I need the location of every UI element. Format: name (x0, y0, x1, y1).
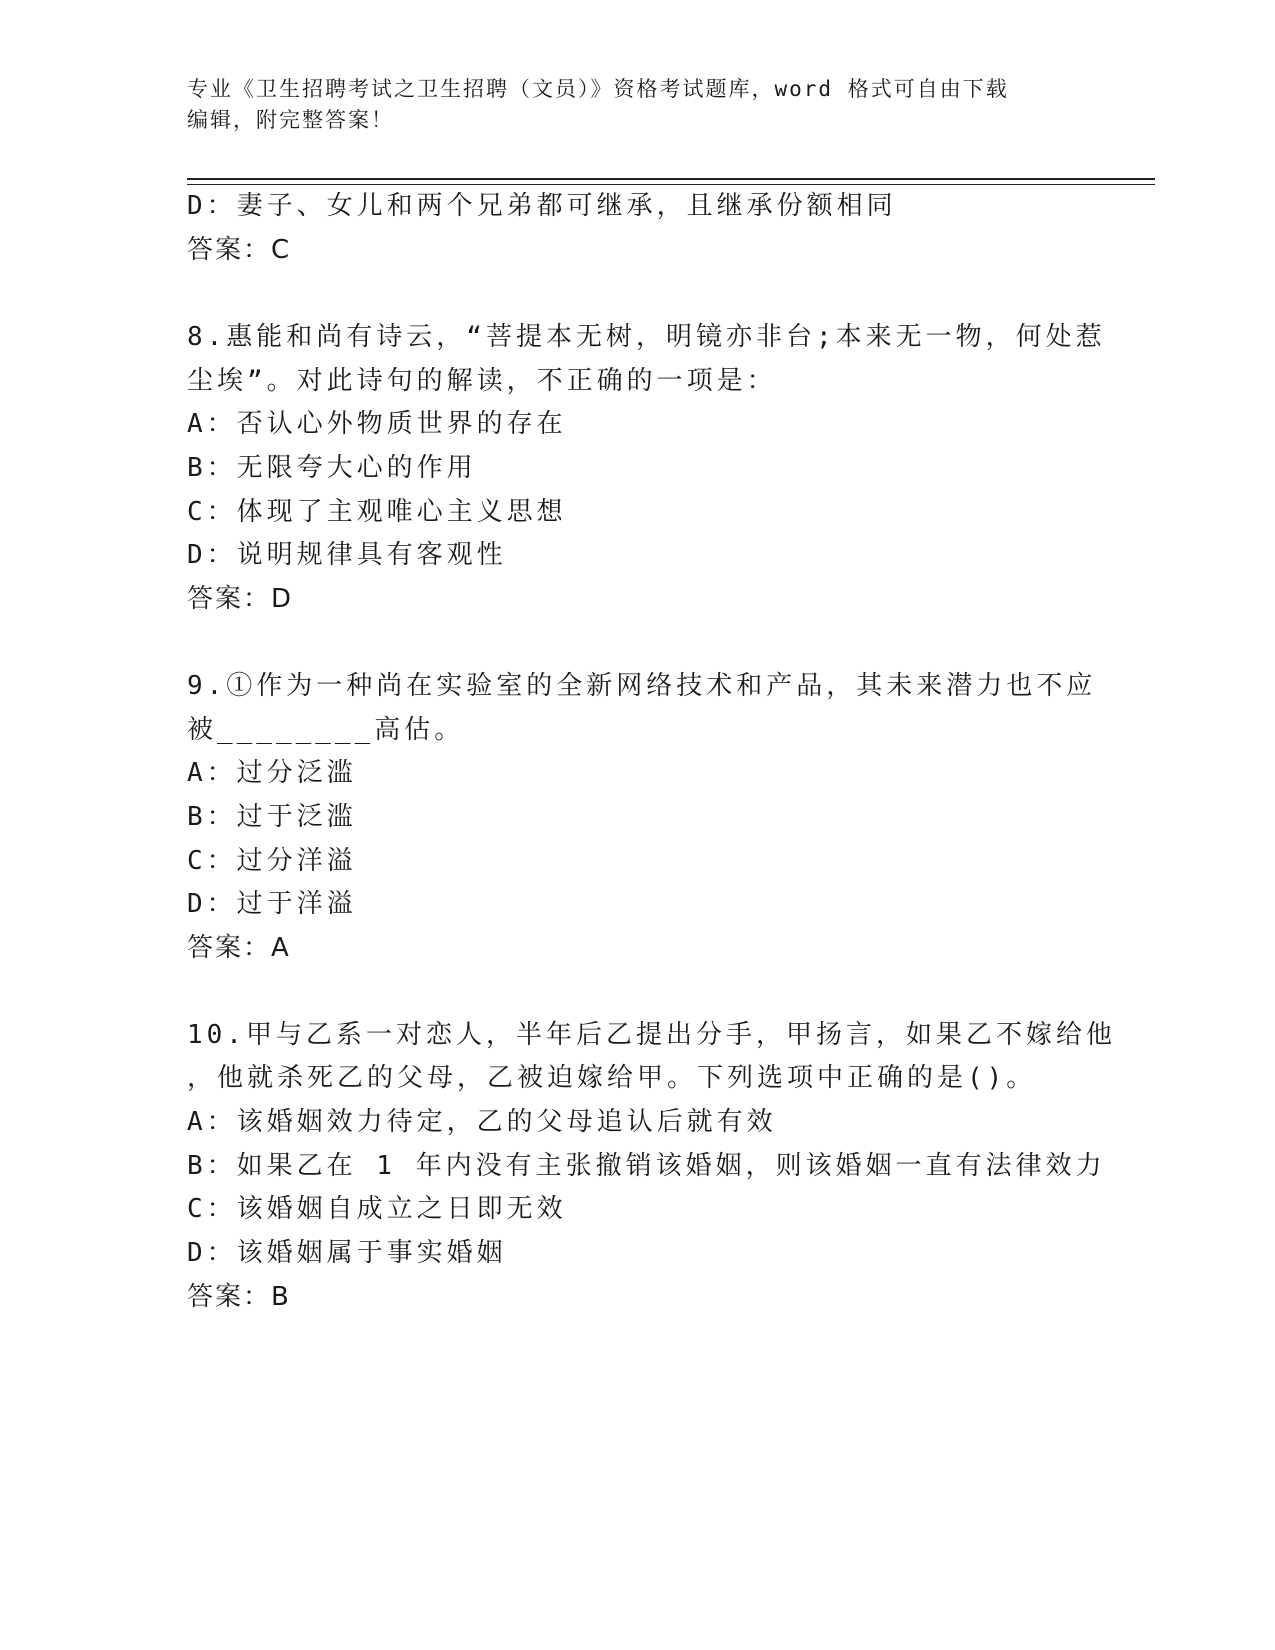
q10-option-b: B：如果乙在 1 年内没有主张撤销该婚姻，则该婚姻一直有法律效力 (187, 1151, 1106, 1181)
q10-option-a: A：该婚姻效力待定，乙的父母追认后就有效 (187, 1107, 777, 1137)
q9-stem-line-1: 9.①作为一种尚在实验室的全新网络技术和产品，其未来潜力也不应 (187, 671, 1097, 701)
q8-option-c: C：体现了主观唯心主义思想 (187, 497, 567, 527)
q9-stem-line-2: 被________高估。 (187, 715, 465, 745)
header-line-2: 编辑，附完整答案！ (187, 108, 394, 132)
q10-option-d: D：该婚姻属于事实婚姻 (187, 1238, 507, 1268)
q8-stem-line-1: 8.惠能和尚有诗云，“菩提本无树，明镜亦非台;本来无一物，何处惹 (187, 322, 1106, 352)
document-header (187, 74, 1067, 136)
q9-option-a: A：过分泛滥 (187, 758, 357, 788)
header-line-1: 专业《卫生招聘考试之卫生招聘（文员）》资格考试题库，word 格式可自由下载 (187, 77, 1009, 101)
q9-answer: 答案：A (187, 933, 291, 963)
q9-option-c: C：过分洋溢 (187, 846, 357, 876)
q10-stem-line-1: 10.甲与乙系一对恋人，半年后乙提出分手，甲扬言，如果乙不嫁给他 (187, 1020, 1116, 1050)
q7-option-d: D：妻子、女儿和两个兄弟都可继承，且继承份额相同 (187, 191, 897, 221)
q8-stem-line-2: 尘埃”。对此诗句的解读，不正确的一项是： (187, 366, 777, 396)
q9-option-b: B：过于泛滥 (187, 802, 357, 832)
q10-option-c: C：该婚姻自成立之日即无效 (187, 1194, 567, 1224)
q10-answer: 答案：B (187, 1282, 291, 1312)
header-rule-thin (187, 184, 1155, 185)
q8-option-b: B：无限夸大心的作用 (187, 453, 477, 483)
header-rule-thick (187, 178, 1155, 180)
q8-answer: 答案：D (187, 584, 294, 614)
q7-answer: 答案：C (187, 235, 292, 265)
q8-option-d: D：说明规律具有客观性 (187, 540, 507, 570)
q9-option-d: D：过于洋溢 (187, 889, 357, 919)
q8-option-a: A：否认心外物质世界的存在 (187, 409, 567, 439)
q10-stem-line-2: ，他就杀死乙的父母，乙被迫嫁给甲。下列选项中正确的是()。 (187, 1063, 1037, 1093)
